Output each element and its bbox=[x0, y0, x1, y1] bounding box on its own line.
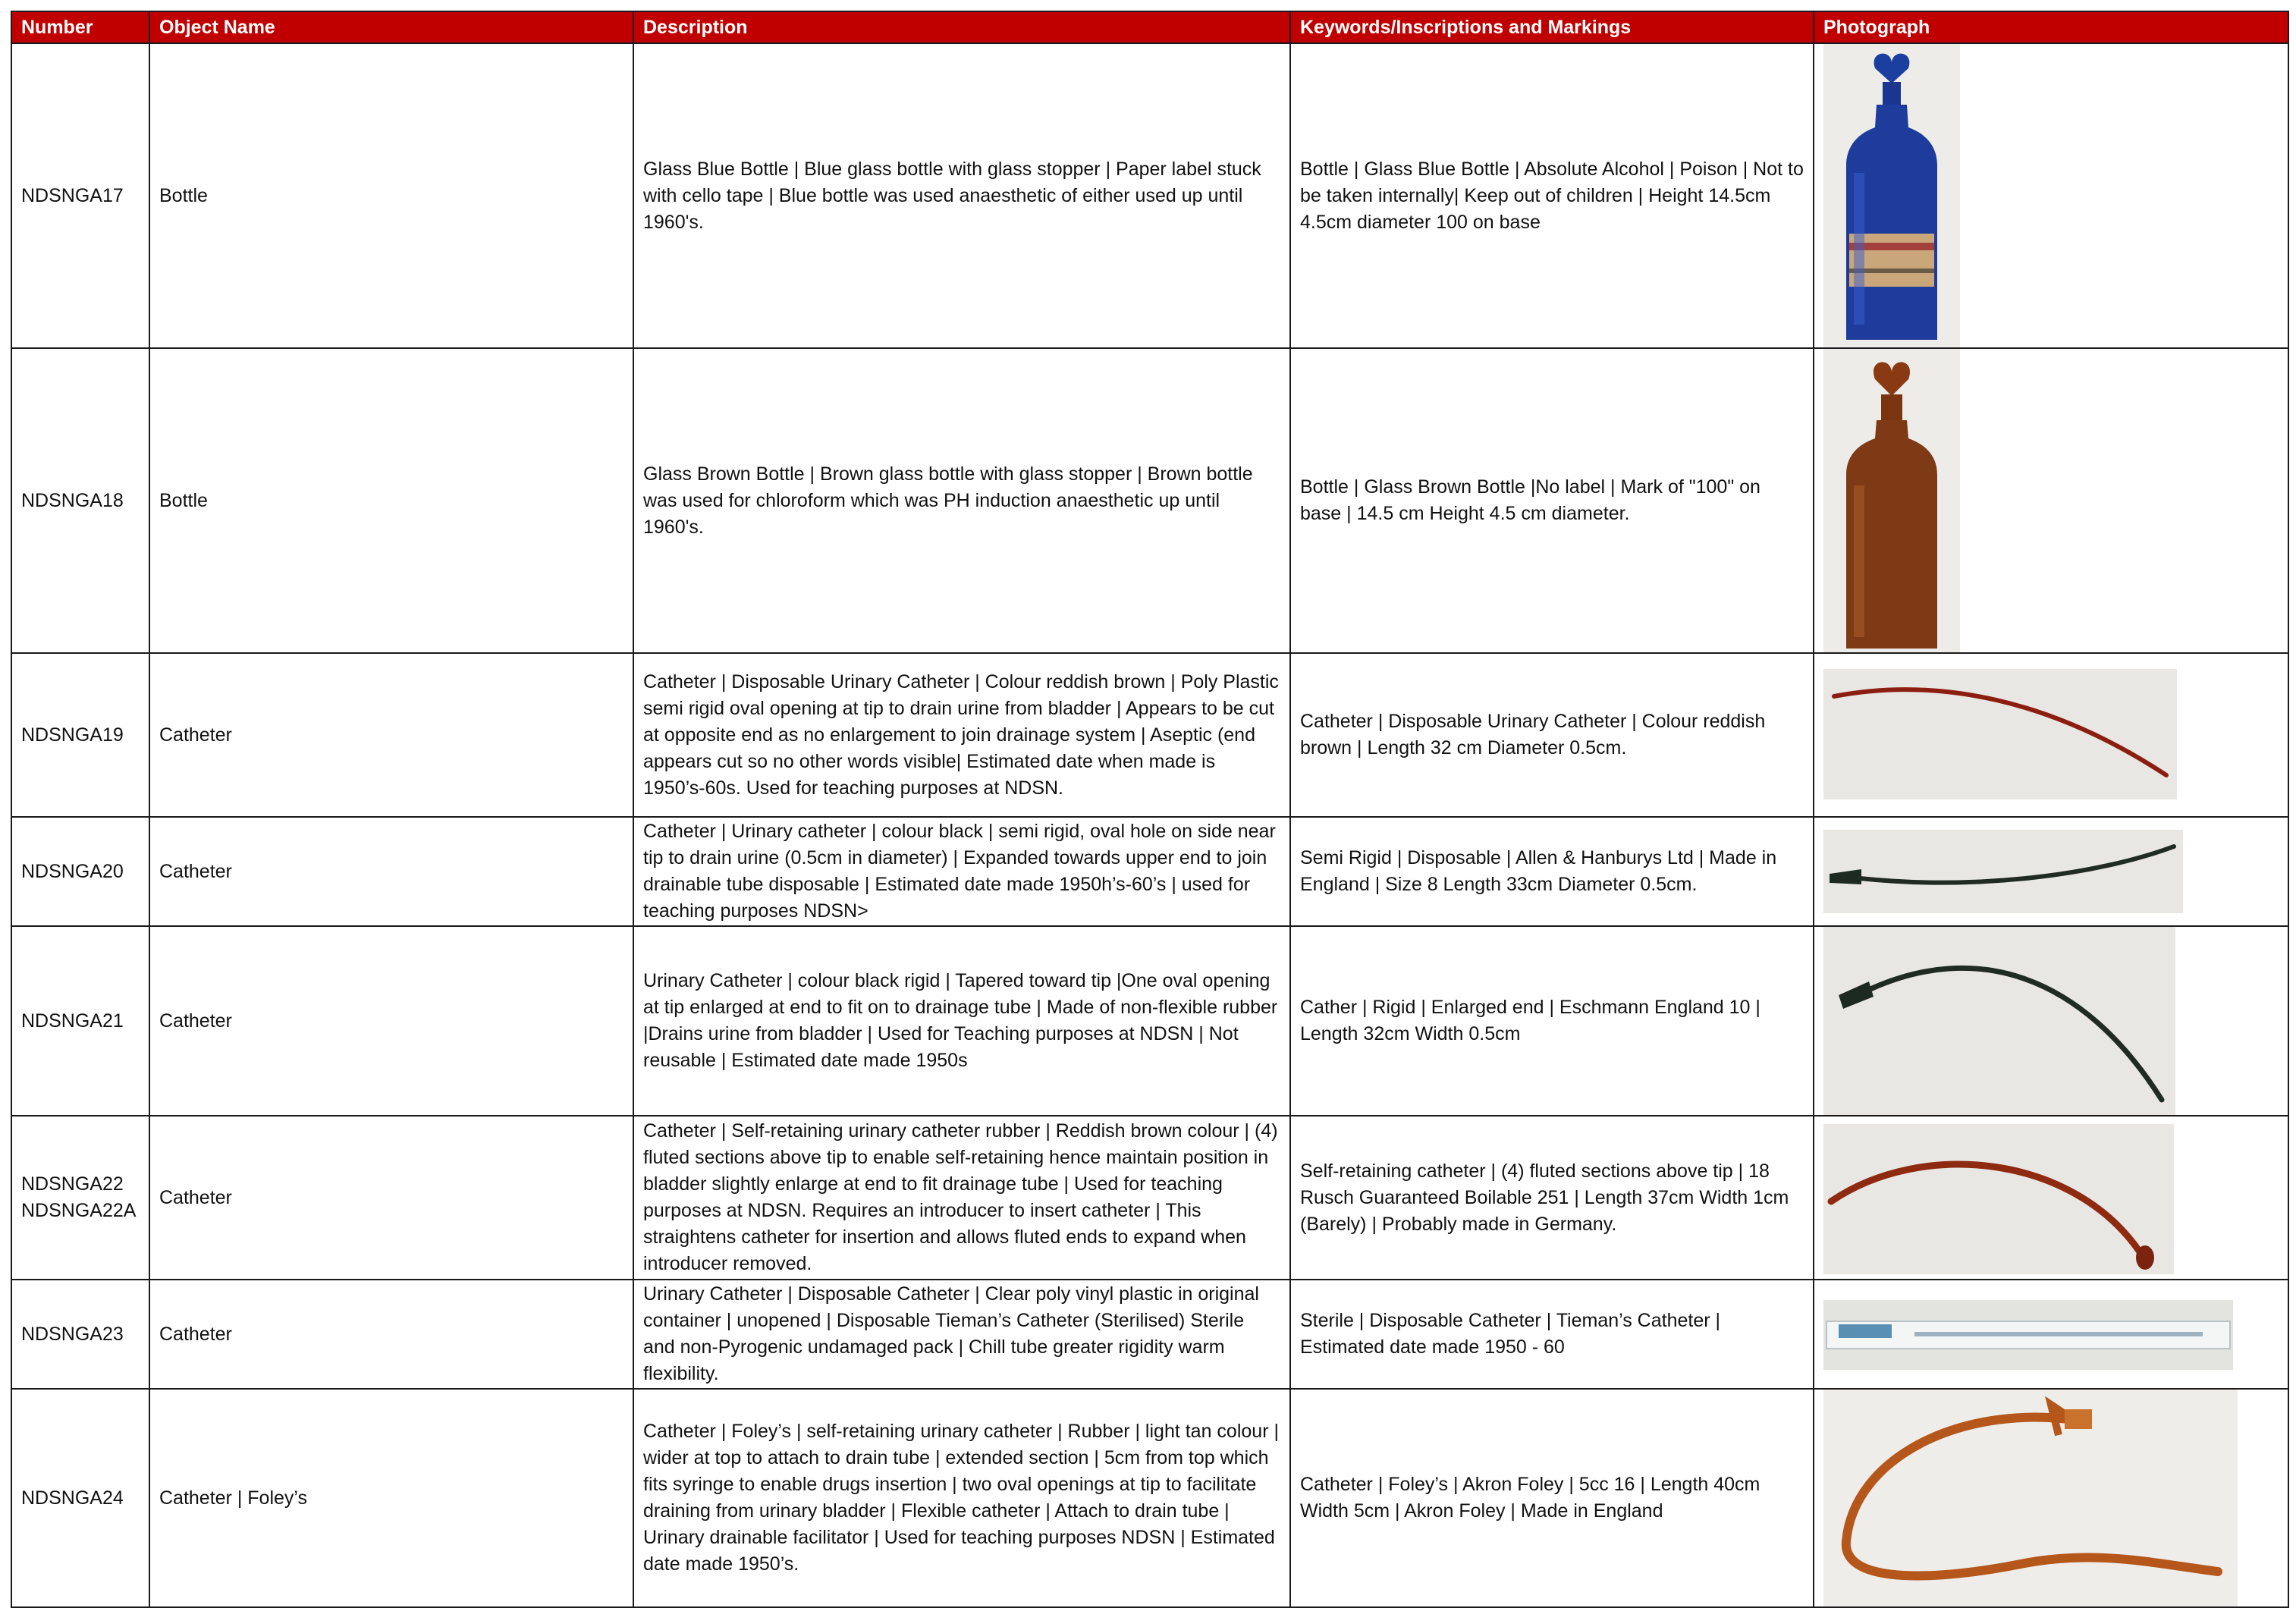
object-number bbox=[11, 348, 149, 653]
brown-bottle-icon bbox=[1823, 349, 1960, 652]
photo-cell bbox=[1814, 1389, 2288, 1607]
foley-catheter-photo bbox=[1823, 1390, 2238, 1606]
header-keywords: Keywords/Inscriptions and Markings bbox=[1290, 11, 1814, 43]
table-row bbox=[11, 1116, 2288, 1280]
object-name: Bottle bbox=[149, 348, 633, 653]
object-name: Catheter bbox=[149, 817, 633, 926]
header-photograph: Photograph bbox=[1814, 11, 2288, 43]
curved-black-catheter-photo bbox=[1823, 927, 2175, 1115]
table-row bbox=[11, 43, 2288, 348]
number-text: NDSNGA23 bbox=[21, 1323, 124, 1345]
object-keywords: Self-retaining catheter | (4) fluted sections above tip | 18 Rusch Guaranteed Boilable 251 | Length 37cm Width 1cm (Barely) | Probably made in Germany. bbox=[1290, 1116, 1814, 1280]
number-text: NDSNGA19 bbox=[21, 724, 124, 746]
object-description: Glass Brown Bottle | Brown glass bottle with glass stopper | Brown bottle was used for chloroform which was PH induction anaesthetic up until 1960's. bbox=[633, 348, 1290, 653]
red-catheter-icon bbox=[1823, 669, 2177, 799]
object-number bbox=[11, 1280, 149, 1389]
object-description: Glass Blue Bottle | Blue glass bottle with glass stopper | Paper label stuck with cello tape | Blue bottle was used anaesthetic of either used up until 1960's. bbox=[633, 43, 1290, 348]
curved-black-catheter-icon bbox=[1823, 927, 2175, 1115]
object-description: Catheter | Foley’s | self-retaining urinary catheter | Rubber | light tan colour | wider at top to attach to drain tube | extended section | 5cm from top which fits syringe to enable drugs insertion | two oval openings at tip to facilitate draining from urinary bladder | Flexible catheter | Attach to drain tube | Urinary drainable facilitator | Used for teaching purposes NDSN | Estimated date made 1950’s. bbox=[633, 1389, 1290, 1607]
photo-cell bbox=[1814, 653, 2288, 817]
object-name: Catheter bbox=[149, 1280, 633, 1389]
table-row bbox=[11, 926, 2288, 1116]
packaged-catheter-icon bbox=[1823, 1300, 2233, 1370]
number-text: NDSNGA20 bbox=[21, 860, 124, 882]
header-number: Number bbox=[11, 11, 149, 43]
number-text: NDSNGA24 bbox=[21, 1487, 124, 1509]
object-description: Urinary Catheter | colour black rigid | Tapered toward tip |One oval opening at tip enlarged at end to fit on to drainage tube | Made of non-flexible rubber |Drains urine from bladder | Used for Teaching purposes at NDSN | Not reusable | Estimated date made 1950s bbox=[633, 926, 1290, 1116]
photo-cell bbox=[1814, 817, 2288, 926]
black-catheter-photo bbox=[1823, 830, 2183, 913]
brown-bottle-photo bbox=[1823, 349, 1960, 652]
collection-table bbox=[11, 11, 2289, 1608]
object-description: Catheter | Disposable Urinary Catheter | Colour reddish brown | Poly Plastic semi rigid oval opening at tip to drain urine from bladder | Appears to be cut at opposite end as no enlargement to join drainage system | Aseptic (end appears cut so no other words visible| Estimated date when made is 1950’s-60s. Used for teaching purposes at NDSN. bbox=[633, 653, 1290, 817]
table-row bbox=[11, 653, 2288, 817]
number-text: NDSNGA18 bbox=[21, 489, 124, 511]
photo-cell bbox=[1814, 348, 2288, 653]
black-catheter-icon bbox=[1823, 830, 2183, 913]
packaged-catheter-photo bbox=[1823, 1300, 2233, 1370]
object-number bbox=[11, 926, 149, 1116]
self-retaining-catheter-icon bbox=[1823, 1124, 2174, 1274]
blue-bottle-photo bbox=[1823, 44, 1960, 347]
object-number bbox=[11, 817, 149, 926]
object-keywords: Sterile | Disposable Catheter | Tieman’s Catheter | Estimated date made 1950 - 60 bbox=[1290, 1280, 1814, 1389]
object-name: Catheter bbox=[149, 926, 633, 1116]
photo-cell bbox=[1814, 43, 2288, 348]
object-keywords: Cather | Rigid | Enlarged end | Eschmann England 10 | Length 32cm Width 0.5cm bbox=[1290, 926, 1814, 1116]
self-retaining-catheter-photo bbox=[1823, 1124, 2174, 1274]
object-keywords: Semi Rigid | Disposable | Allen & Hanburys Ltd | Made in England | Size 8 Length 33cm Diameter 0.5cm. bbox=[1290, 817, 1814, 926]
table-row bbox=[11, 817, 2288, 926]
object-keywords: Bottle | Glass Blue Bottle | Absolute Alcohol | Poison | Not to be taken internally| Keep out of children | Height 14.5cm 4.5cm diameter 100 on base bbox=[1290, 43, 1814, 348]
object-name: Bottle bbox=[149, 43, 633, 348]
number-text: NDSNGA17 bbox=[21, 184, 124, 206]
header-object-name: Object Name bbox=[149, 11, 633, 43]
object-description: Catheter | Urinary catheter | colour black | semi rigid, oval hole on side near tip to drain urine (0.5cm in diameter) | Expanded towards upper end to join drainable tube disposable | Estimated date made 1950h’s-60’s | used for teaching purposes NDSN> bbox=[633, 817, 1290, 926]
object-description: Catheter | Self-retaining urinary catheter rubber | Reddish brown colour | (4) fluted sections above tip to enable self-retaining hence maintain position in bladder slightly enlarge at end to fit drainage tube | Used for teaching purposes at NDSN. Requires an introducer to insert catheter | This straightens catheter for insertion and allows fluted ends to expand when introducer removed. bbox=[633, 1116, 1290, 1280]
object-keywords: Bottle | Glass Brown Bottle |No label | Mark of "100" on base | 14.5 cm Height 4.5 cm diameter. bbox=[1290, 348, 1814, 653]
object-keywords: Catheter | Disposable Urinary Catheter | Colour reddish brown | Length 32 cm Diameter 0.5cm. bbox=[1290, 653, 1814, 817]
object-number bbox=[11, 1389, 149, 1607]
photo-cell bbox=[1814, 926, 2288, 1116]
object-number bbox=[11, 653, 149, 817]
table-row bbox=[11, 1389, 2288, 1607]
object-name: Catheter bbox=[149, 1116, 633, 1280]
blue-bottle-icon bbox=[1823, 44, 1960, 347]
object-name: Catheter | Foley’s bbox=[149, 1389, 633, 1607]
table-row bbox=[11, 1280, 2288, 1389]
foley-catheter-icon bbox=[1823, 1390, 2238, 1606]
header-description: Description bbox=[633, 11, 1290, 43]
number-text: NDSNGA21 bbox=[21, 1010, 124, 1032]
number-text-secondary: NDSNGA22A bbox=[21, 1200, 137, 1221]
header-row bbox=[11, 11, 2288, 43]
object-name: Catheter bbox=[149, 653, 633, 817]
number-text: NDSNGA22 bbox=[21, 1173, 124, 1195]
photo-cell bbox=[1814, 1116, 2288, 1280]
object-number bbox=[11, 43, 149, 348]
photo-cell bbox=[1814, 1280, 2288, 1389]
object-number bbox=[11, 1116, 149, 1280]
table-row bbox=[11, 348, 2288, 653]
object-description: Urinary Catheter | Disposable Catheter | Clear poly vinyl plastic in original container | unopened | Disposable Tieman’s Catheter (Sterilised) Sterile and non-Pyrogenic undamaged pack | Chill tube greater rigidity warm flexibility. bbox=[633, 1280, 1290, 1389]
red-catheter-photo bbox=[1823, 669, 2177, 799]
object-keywords: Catheter | Foley’s | Akron Foley | 5cc 16 | Length 40cm Width 5cm | Akron Foley | Made in England bbox=[1290, 1389, 1814, 1607]
